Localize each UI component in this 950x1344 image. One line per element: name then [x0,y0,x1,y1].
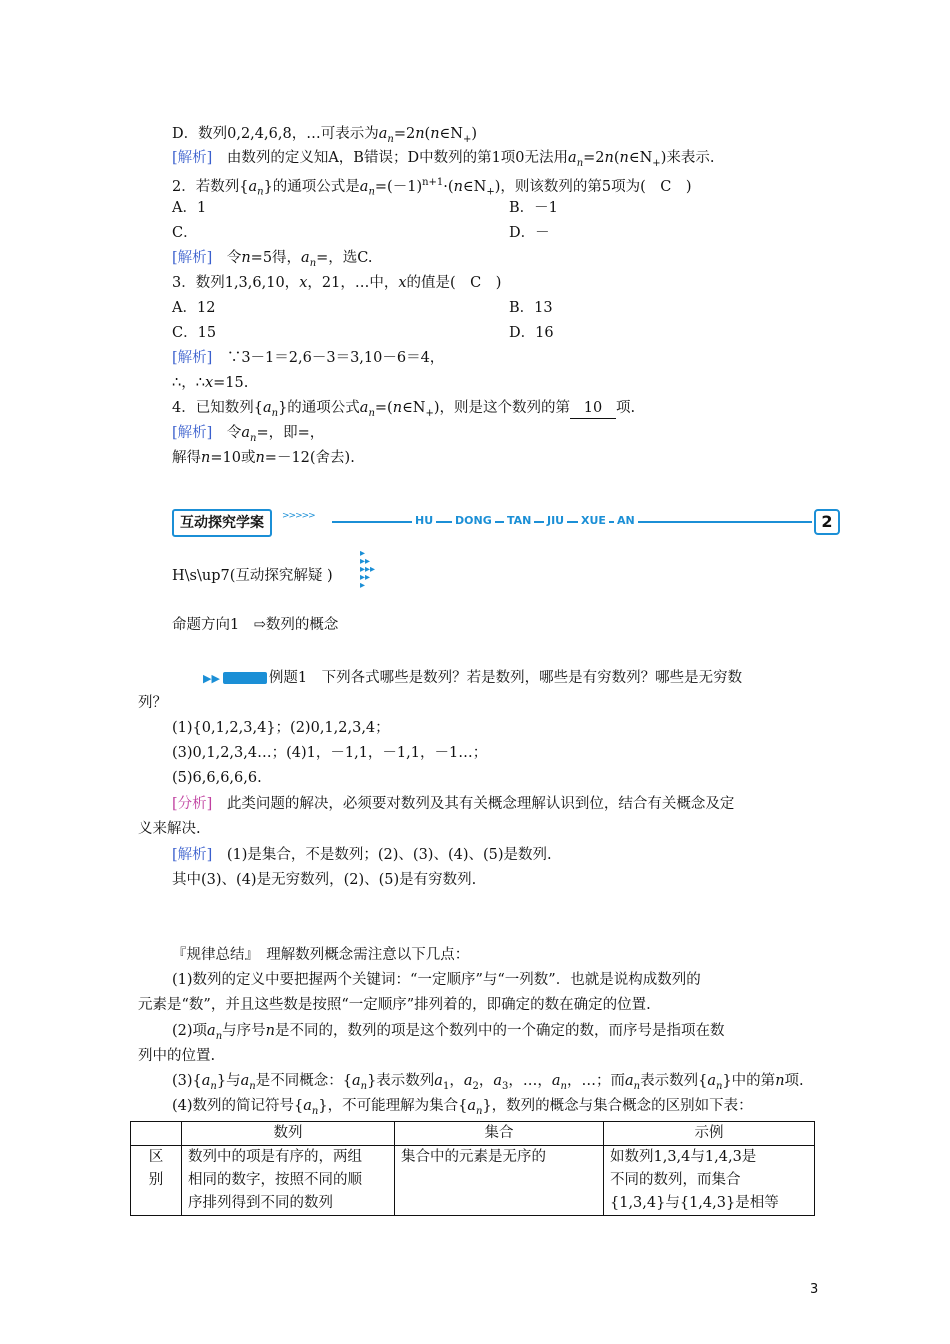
solution-3: [解析] ∵3－1＝2,6－3＝3,10－6＝4， [172,350,445,366]
q3-option-b: B．13 [509,300,553,316]
double-arrow-icon: ▶▶ [203,672,220,685]
example-items-3: (5)6,6,6,6,6. [172,770,262,786]
summary-2b: 列中的位置. [138,1048,216,1064]
q2-option-d: D．－ [509,225,550,241]
banner-pinyin: DONG [452,514,495,527]
solution-2: [解析] 令n=5得，$a_n=$，选C. [172,250,373,269]
table-cell: 如数列1,3,4与1,4,3是 不同的数列，而集合 {1,3,4}与{1,4,3}是相等 [604,1146,815,1216]
example-items-2: (3)0,1,2,3,4…；(4)1，－1,1，－1,1，－1…； [172,745,488,761]
table-cell: 数列中的项是有序的，两组 相同的数字，按照不同的顺 序排列得到不同的数列 [182,1146,395,1216]
page-number: 3 [810,1282,819,1297]
summary-heading: 『规律总结』 理解数列概念需注意以下几点： [172,947,470,963]
banner-title: 互动探究学案 [172,509,272,537]
option-d-line: D．数列0,2,4,6,8，…可表示为$a_n=2n(n\in N_+)$ [172,126,478,145]
example-solution-b: 其中(3)、(4)是无穷数列，(2)、(5)是有穷数列. [172,872,477,888]
table-header-row [131,1122,815,1146]
field-code-line: H\s\up7(互动探究解疑 ) [172,568,333,584]
banner-pinyin: XUE [578,514,609,527]
q2-option-b: B．－1 [509,200,558,216]
solution-4: [解析] 令$a_n=$，即=， [172,425,325,444]
solution-3b: ∴，∴x=15. [172,375,249,391]
banner-pinyin: AN [614,514,638,527]
question-4: 4．已知数列$\{a_n\}$的通项公式$a_n=(n\in N_+)$，则是这个数列的第 10 项. [172,400,636,419]
table-row [131,1146,815,1216]
table-header-cell [131,1122,182,1146]
comparison-table [130,1121,815,1216]
banner-pinyin: HU [412,514,436,527]
q2-option-c: C． [172,225,198,241]
example-solution: [解析] (1)是集合，不是数列；(2)、(3)、(4)、(5)是数列. [172,847,552,863]
example-1: ▶▶ 例题1 下列各式哪些是数列？若是数列，哪些是有穷数列？哪些是无穷数 [203,670,743,686]
table-row-header: 区 别 [131,1146,182,1216]
banner-pinyin: JIU [544,514,567,527]
q3-option-c: C．15 [172,325,217,341]
example-tag-bar [223,672,267,684]
summary-3: $(3)\{a_n\}$与$a_n$是不同概念：$\{a_n\}$表示数列$a_1$，$a_2$，$a_3$，…，$a_n$，…；而$a_n$表示数列$\{a_n\}$中的第n项. [172,1073,804,1092]
question-3: 3．数列1,3,6,10，x，21，…中，x的值是( C ) [172,275,502,291]
banner-rule [332,521,812,523]
example-items-1: (1){0,1,2,3,4}；(2)0,1,2,3,4； [172,720,390,736]
analysis-cont: 义来解决. [138,821,201,837]
section-banner [172,509,840,535]
table-header-cell: 示例 [604,1122,815,1146]
banner-number: 2 [814,509,840,535]
q2-option-a: A．1 [172,200,207,216]
direction-heading: 命题方向1 ⇨数列的概念 [172,617,339,633]
summary-1: (1)数列的定义中要把握两个关键词：“一定顺序”与“一列数”．也就是说构成数列的 [172,972,701,988]
table-cell: 集合中的元素是无序的 [395,1146,604,1216]
summary-2: (2)项$a_n$与序号n是不同的，数列的项是这个数列中的一个确定的数，而序号是指项在数 [172,1023,725,1042]
banner-arrows: >>>>> [282,511,315,521]
table-header-cell: 集合 [395,1122,604,1146]
summary-4: (4)数列的简记符号$\{a_n\}$，不可能理解为集合$\{a_n\}$，数列的概念与集合概念的区别如下表： [172,1098,753,1117]
q3-option-a: A．12 [172,300,216,316]
q3-option-d: D．16 [509,325,554,341]
answer-blank: 10 [570,398,616,419]
solution-4b: 解得n=10或n=－12(舍去). [172,450,355,466]
table-header-cell: 数列 [182,1122,395,1146]
analysis: [分析] 此类问题的解决，必须要对数列及其有关概念理解认识到位，结合有关概念及定 [172,796,735,812]
example-1-cont: 列？ [138,695,167,711]
question-2: 2．若数列$\{a_n\}$的通项公式是$a_n=(-1)^{n+1}\cdot(n\in N_+)$，则该数列的第5项为( C ) [172,177,692,198]
banner-pinyin: TAN [504,514,534,527]
solution-1: [解析] 由数列的定义知A，B错误；D中数列的第1项0无法用$a_n=2n(n\in N_+)$来表示. [172,150,715,169]
summary-1b: 元素是“数”，并且这些数是按照“一定顺序”排列着的，即确定的数在确定的位置. [138,997,651,1013]
dotted-arrow-icon: ▸ ▸▸ ▸▸▸ ▸▸ ▸ [360,548,376,591]
